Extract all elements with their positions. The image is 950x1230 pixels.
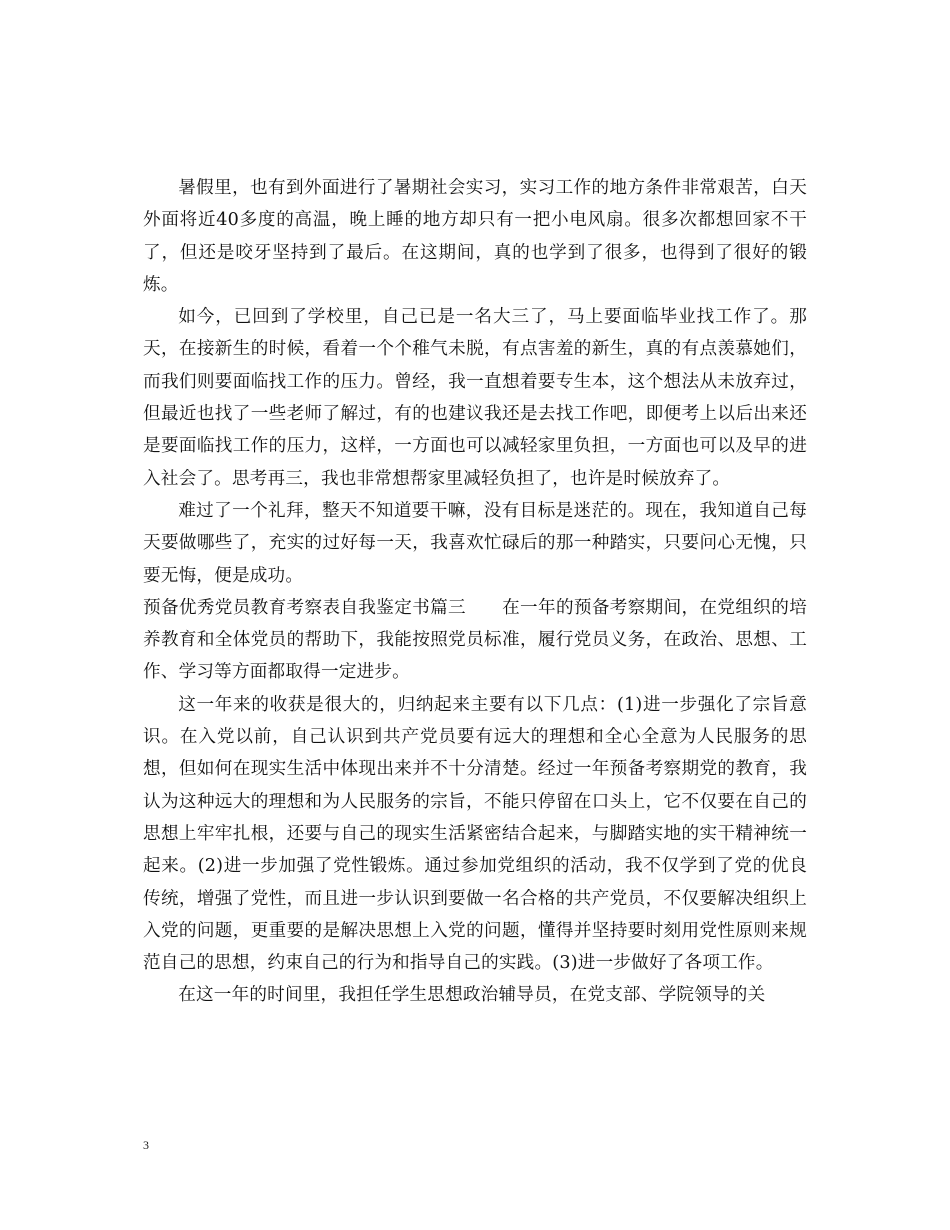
paragraph-reflection: 难过了一个礼拜，整天不知道要干嘛，没有目标是迷茫的。现在，我知道自己每天要做哪些了，充实的过好每一天，我喜欢忙碌后的那一种踏实，只要问心无愧，只要无悔，便是成功。: [143, 500, 807, 586]
paragraph-back-to-school: 如今，已回到了学校里，自己已是一名大三了，马上要面临毕业找工作了。那天，在接新生的时候，看着一个个稚气未脱，有点害羞的新生，真的有点羡慕她们，而我们则要面临找工作的压力。曾经，我一直想着要专生本，这个想法从未放弃过，但最近也找了一些老师了解过，有的也建议我还是去找工作吧，即便考上以后出来还是要面临找工作的压力，这样，一方面也可以减轻家里负担，一方面也可以及早的进入社会了。思考再三，我也非常想帮家里减轻负担了，也许是时候放弃了。: [143, 307, 807, 489]
section-heading: 预备优秀党员教育考察表自我鉴定书篇三: [143, 597, 466, 618]
paragraph-achievements: 这一年来的收获是很大的，归纳起来主要有以下几点：(1)进一步强化了宗旨意识。在入党以前，自己认识到共产党员要有远大的理想和全心全意为人民服务的思想，但如何在现实生活中体现出来并不十分清楚。经过一年预备考察期党的教育，我认为这种远大的理想和为人民服务的宗旨，不能只停留在口头上，它不仅要在自己的思想上牢牢扎根，还要与自己的现实生活紧密结合起来，与脚踏实地的实干精神统一起来。(2)进一步加强了党性锻炼。通过参加党组织的活动，我不仅学到了党的优良传统，增强了党性，而且进一步认识到要做一名合格的共产党员，不仅要解决组织上入党的问题，更重要的是解决思想上入党的问题，懂得并坚持要时刻用党性原则来规范自己的思想，约束自己的行为和指导自己的实践。(3)进一步做好了各项工作。: [143, 694, 807, 974]
document-body: [143, 172, 807, 1012]
paragraph-counselor: 在这一年的时间里，我担任学生思想政治辅导员，在党支部、学院领导的关: [178, 985, 766, 1006]
paragraph-summer-internship: 暑假里，也有到外面进行了暑期社会实习，实习工作的地方条件非常艰苦，白天外面将近40多度的高温，晚上睡的地方却只有一把小电风扇。很多次都想回家不干了，但还是咬牙坚持到了最后。在这期间，真的也学到了很多，也得到了很好的锻炼。: [143, 178, 807, 295]
section-first-paragraph: 在一年的预备考察期间，在党组织的培养教育和全体党员的帮助下，我能按照党员标准，履行党员义务，在政治、思想、工作、学习等方面都取得一定进步。: [143, 597, 807, 683]
page-number: 3: [143, 1138, 149, 1152]
section-three-paragraph: [143, 592, 807, 689]
